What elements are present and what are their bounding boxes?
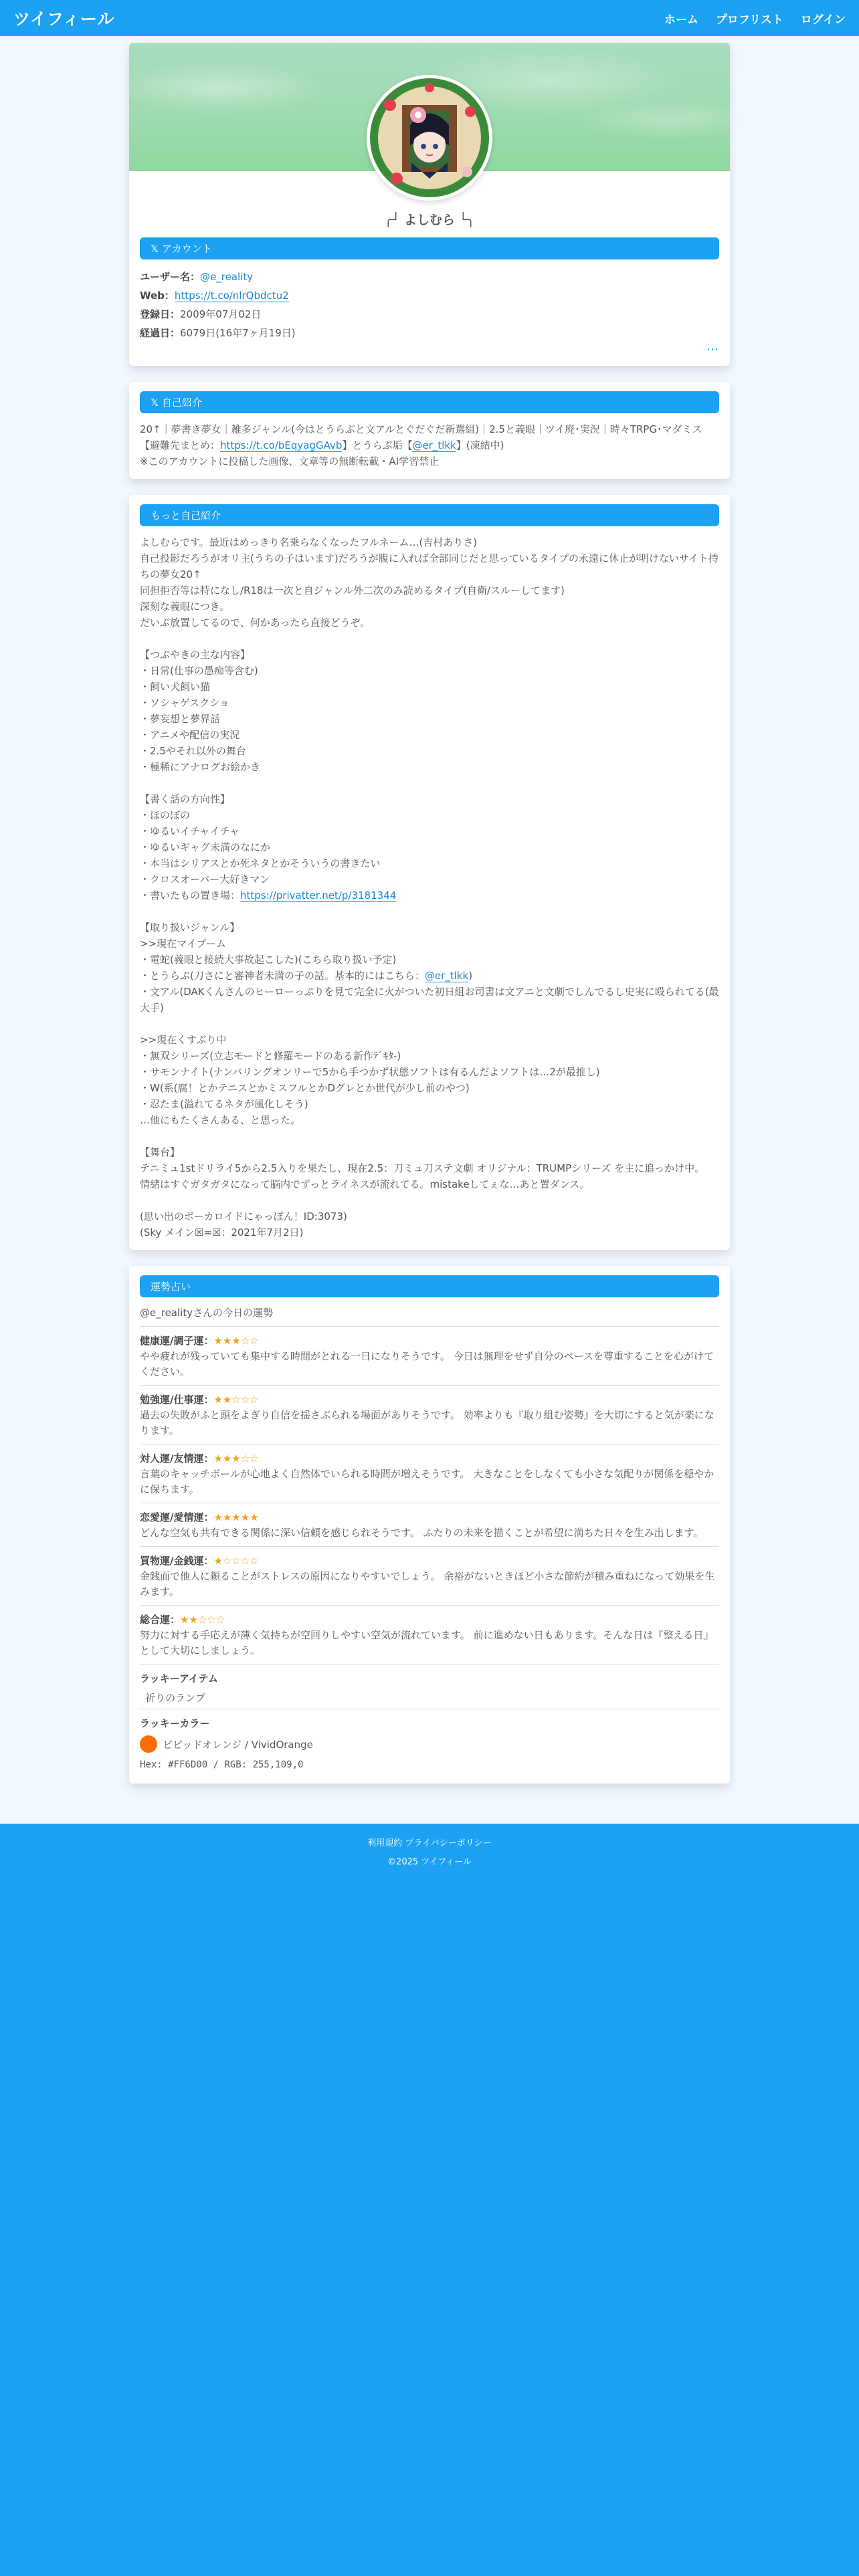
fortune-item-title: 健康運/調子運：★★★☆☆ xyxy=(140,1335,259,1347)
account-section-header: 𝕏 アカウント xyxy=(140,237,719,259)
fortune-item-desc: 努力に対する手応えが薄く気持ちが空回りしやすい空気が流れています。 前に進めない日もあります。そんな日は『整える日』として大切にしましょう。 xyxy=(140,1629,714,1656)
fortune-section-header: 運勢占い xyxy=(140,1275,719,1297)
web-label: Web： xyxy=(140,290,175,302)
fortune-item xyxy=(140,1386,719,1444)
lucky-color-section xyxy=(140,1709,719,1774)
bio-evac-link[interactable]: https://t.co/bEqyagGAvb xyxy=(220,439,343,451)
more-bio-line: ・サモンナイト(ナンバリングオンリーで5から手つかず状態ソフトは有るんだよソフトは…2が最推し) xyxy=(140,1066,600,1078)
more-bio-line: ・無双シリーズ(立志モードと修羅モードのある新作ﾃﾞｷﾀ-) xyxy=(140,1050,401,1062)
privacy-link[interactable]: プライバシーポリシー xyxy=(405,1838,492,1848)
more-bio-line: ・文アル(DAKくんさんのヒーローっぷりを見て完全に火がついた初日組お司書は文アニと文劇でしんでるし史実に殴られてる(最大手) xyxy=(140,986,719,1014)
display-name: ╭┘ よしむら └╮ xyxy=(384,213,475,227)
fortune-item-desc: 過去の失敗がふと頭をよぎり自信を揺さぶられる場面がありそうです。 効率よりも『取り組む姿勢』を大切にすると気が楽になります。 xyxy=(140,1409,714,1436)
fortune-item xyxy=(140,1444,719,1503)
more-bio-line: 【書く話の方向性】 xyxy=(140,793,231,805)
username-link[interactable]: @e_reality xyxy=(200,271,254,283)
nav-login-link[interactable] xyxy=(799,10,846,27)
more-bio-line: テニミュ1stドリライ5から2.5入りを果たし、現在2.5：刀ミュ刀ステ文劇 オリジナル：TRUMPシリーズ を主に追っかけ中。 xyxy=(140,1162,705,1174)
fortune-item-title: 恋愛運/愛情運：★★★★★ xyxy=(140,1511,259,1523)
more-bio-line: 【取り扱いジャンル】 xyxy=(140,922,240,934)
more-bio-line xyxy=(140,631,719,647)
more-bio-line: ・忍たま(溢れてるネタが風化しそう) xyxy=(140,1098,308,1110)
fortune-items xyxy=(140,1327,719,1665)
more-bio-line: ・2.5やそれ以外の舞台 xyxy=(140,745,246,757)
more-bio-line: ・ゆるいギャグ未満のなにか xyxy=(140,841,271,853)
more-bio-line: だいぶ放置してるので、何かあったら直接どうぞ。 xyxy=(140,617,371,629)
more-bio-line xyxy=(140,1016,719,1032)
lucky-item-title: ラッキーアイテム xyxy=(140,1673,218,1685)
fortune-item-title: 総合運：★★☆☆☆ xyxy=(140,1614,225,1626)
more-bio-line: (思い出のボーカロイドにゃっぽん！ID:3073) xyxy=(140,1210,347,1222)
more-bio-line: ・ゆるいイチャイチャ xyxy=(140,825,240,837)
lucky-color-title: ラッキーカラー xyxy=(140,1717,210,1729)
more-bio-line: ・書いたもの置き場：https://privatter.net/p/3181344 xyxy=(140,889,397,901)
elapsed-label: 経過日： xyxy=(140,327,181,339)
more-bio-line: ・夢妄想と夢界話 xyxy=(140,713,221,725)
fortune-item xyxy=(140,1327,719,1386)
star-rating: ★★☆☆☆ xyxy=(180,1614,225,1626)
more-bio-line: よしむらです。最近はめっきり名乗らなくなったフルネーム…(吉村ありさ) xyxy=(140,536,478,548)
more-bio-line: ・極稀にアナログお絵かき xyxy=(140,761,261,773)
profile-banner xyxy=(129,43,730,171)
more-bio-text xyxy=(140,534,719,1241)
bio-handle-link[interactable]: @er_tlkk xyxy=(412,439,456,451)
more-bio-line: ・日常(仕事の愚痴等含む) xyxy=(140,665,258,677)
more-bio-line: ・飼い犬飼い猫 xyxy=(140,681,211,693)
profile-name-row xyxy=(129,210,730,228)
star-rating: ★★☆☆☆ xyxy=(213,1394,259,1406)
nav-home-label: ホーム xyxy=(664,13,698,27)
elapsed-row xyxy=(140,324,719,342)
more-bio-line xyxy=(140,903,719,920)
nav-home-link[interactable] xyxy=(663,10,698,27)
nav-proflist-link[interactable] xyxy=(714,10,783,27)
more-bio-section-header: もっと自己紹介 xyxy=(140,504,719,526)
fortune-item-desc: 金銭面で他人に頼ることがストレスの原因になりやすいでしょう。 余裕がないときほど小さな節約が積み重ねになって効果を生みます。 xyxy=(140,1570,715,1598)
more-bio-card xyxy=(129,495,730,1250)
registered-label: 登録日： xyxy=(140,308,181,320)
privatter-link[interactable]: https://privatter.net/p/3181344 xyxy=(240,889,397,901)
fortune-item-title: 対人運/友情運：★★★☆☆ xyxy=(140,1453,259,1465)
more-bio-line: (Sky メイン☒=☒：2021年7月2日) xyxy=(140,1226,304,1239)
avatar-image xyxy=(370,78,489,197)
bio-section-header: 𝕏 自己紹介 xyxy=(140,391,719,413)
more-bio-line: 深刻な義眼につき。 xyxy=(140,601,230,613)
registered-row xyxy=(140,305,719,324)
nav-links xyxy=(663,10,846,27)
terms-link[interactable]: 利用規約 xyxy=(367,1838,403,1848)
star-rating: ★★★☆☆ xyxy=(213,1453,259,1465)
fortune-item-desc: やや疲れが残っていても集中する時間がとれる一日になりそうです。 今日は無理をせず自分のペースを尊重することを心がけてください。 xyxy=(140,1350,714,1378)
more-bio-line: ・本当はシリアスとか死ネタとかそういうの書きたい xyxy=(140,857,381,869)
color-swatch-icon xyxy=(140,1735,157,1753)
more-bio-line xyxy=(140,1192,719,1208)
bio-text xyxy=(140,421,719,469)
more-options-icon[interactable]: ⋯ xyxy=(706,342,719,356)
more-bio-line: ・とうらぶ(刀さにと審神者未満の子の話。基本的にはこちら：@er_tlkk) xyxy=(140,970,473,982)
more-bio-line: ・アニメや配信の実況 xyxy=(140,729,240,741)
registered-date: 2009年07月02日 xyxy=(180,308,262,320)
fortune-item xyxy=(140,1547,719,1606)
bio-line: ※このアカウントに投稿した画像、文章等の無断転載・AI学習禁止 xyxy=(140,455,440,467)
main-column xyxy=(129,36,730,1784)
more-bio-line: >>現在くすぶり中 xyxy=(140,1034,227,1046)
bio-line: 【避難先まとめ：https://t.co/bEqyagGAvb】とうらぶ垢【@er_tlkk】(凍結中) xyxy=(140,439,504,451)
tlkk-handle-link[interactable]: @er_tlkk xyxy=(424,970,469,982)
more-bio-line: 自己投影だろうがオリ主(うちの子はいます)だろうが腹に入れば全部同じだと思っているタイプの永遠に休止が明けないサイト持ちの夢女20↑ xyxy=(140,552,719,580)
more-bio-line: 【つぶやきの主な内容】 xyxy=(140,649,251,661)
avatar[interactable] xyxy=(367,75,492,201)
more-bio-line xyxy=(140,1128,719,1144)
fortune-item-desc: 言葉のキャッチボールが心地よく自然体でいられる時間が増えそうです。 大きなことをしなくても小さな気配りが関係を穏やかに保ちます。 xyxy=(140,1468,714,1495)
fortune-item-title: 勉強運/仕事運：★★☆☆☆ xyxy=(140,1394,259,1406)
fortune-item-desc: どんな空気も共有できる関係に深い信頼を感じられそうです。 ふたりの未来を描くことが希望に満ちた日々を生み出します。 xyxy=(140,1527,704,1539)
username-label: ユーザー名： xyxy=(140,271,201,283)
fortune-item xyxy=(140,1606,719,1665)
more-bio-line: >>現在マイブーム xyxy=(140,938,226,950)
more-bio-line: ・クロスオーバー大好きマン xyxy=(140,873,270,885)
lucky-item-value: 祈りのランプ xyxy=(145,1692,206,1704)
site-logo[interactable]: ツイフィール xyxy=(13,9,115,29)
bio-card xyxy=(129,382,730,479)
lucky-item-section xyxy=(140,1665,719,1709)
more-bio-line: 【舞台】 xyxy=(140,1146,181,1158)
more-bio-line: ・ほのぼの xyxy=(140,809,191,821)
fortune-subtitle: @e_realityさんの今日の運勢 xyxy=(140,1305,719,1327)
nav-proflist-label: プロフリスト xyxy=(715,13,783,27)
nav-login-label: ログイン xyxy=(800,13,846,27)
web-row xyxy=(140,286,719,305)
web-link[interactable]: https://t.co/nlrQbdctu2 xyxy=(174,290,289,302)
profile-card xyxy=(129,43,730,366)
bio-line: 20↑｜夢書き夢女｜雑多ジャンル(今はとうらぶと文アルとぐだぐだ新選組)｜2.5と義眼｜ツイ廃･実況｜時々TRPG･マダミス xyxy=(140,423,702,435)
copyright: ©2025 ツイフィール xyxy=(387,1857,472,1867)
more-bio-line: 情緒はすぐガタガタになって脳内でずっとライネスが流れてる。mistakeしてぇな…あと置ダンス。 xyxy=(140,1178,590,1190)
star-rating: ★★★★★ xyxy=(213,1511,259,1523)
top-nav xyxy=(0,0,859,36)
username-row xyxy=(140,267,719,286)
more-bio-line: ・W(系(腐！とかテニスとかミスフルとかDグレとか世代が少し前のやつ) xyxy=(140,1082,470,1094)
star-rating: ★☆☆☆☆ xyxy=(213,1555,259,1567)
lucky-color-value: ビビッドオレンジ / VividOrange xyxy=(163,1738,313,1751)
more-bio-line: ・電蛇(義眼と接続大事故起こした)(こちら取り扱い予定) xyxy=(140,954,397,966)
footer xyxy=(0,1824,859,1872)
fortune-item-title: 買物運/金銭運：★☆☆☆☆ xyxy=(140,1555,259,1567)
elapsed-days: 6079日(16年7ヶ月19日) xyxy=(180,327,296,339)
more-bio-line: …他にもたくさんある、と思った。 xyxy=(140,1114,301,1126)
fortune-item xyxy=(140,1503,719,1547)
lucky-color-code: Hex: #FF6D00 / RGB: 255,109,0 xyxy=(140,1759,304,1770)
more-bio-line: 同担拒否等は特になし/R18は一次と自ジャンル外二次のみ読めるタイプ(自衛/スルーしてます) xyxy=(140,584,565,597)
fortune-card xyxy=(129,1266,730,1784)
more-bio-line xyxy=(140,775,719,791)
star-rating: ★★★☆☆ xyxy=(213,1335,259,1347)
more-bio-line: ・ソシャゲスクショ xyxy=(140,697,229,709)
